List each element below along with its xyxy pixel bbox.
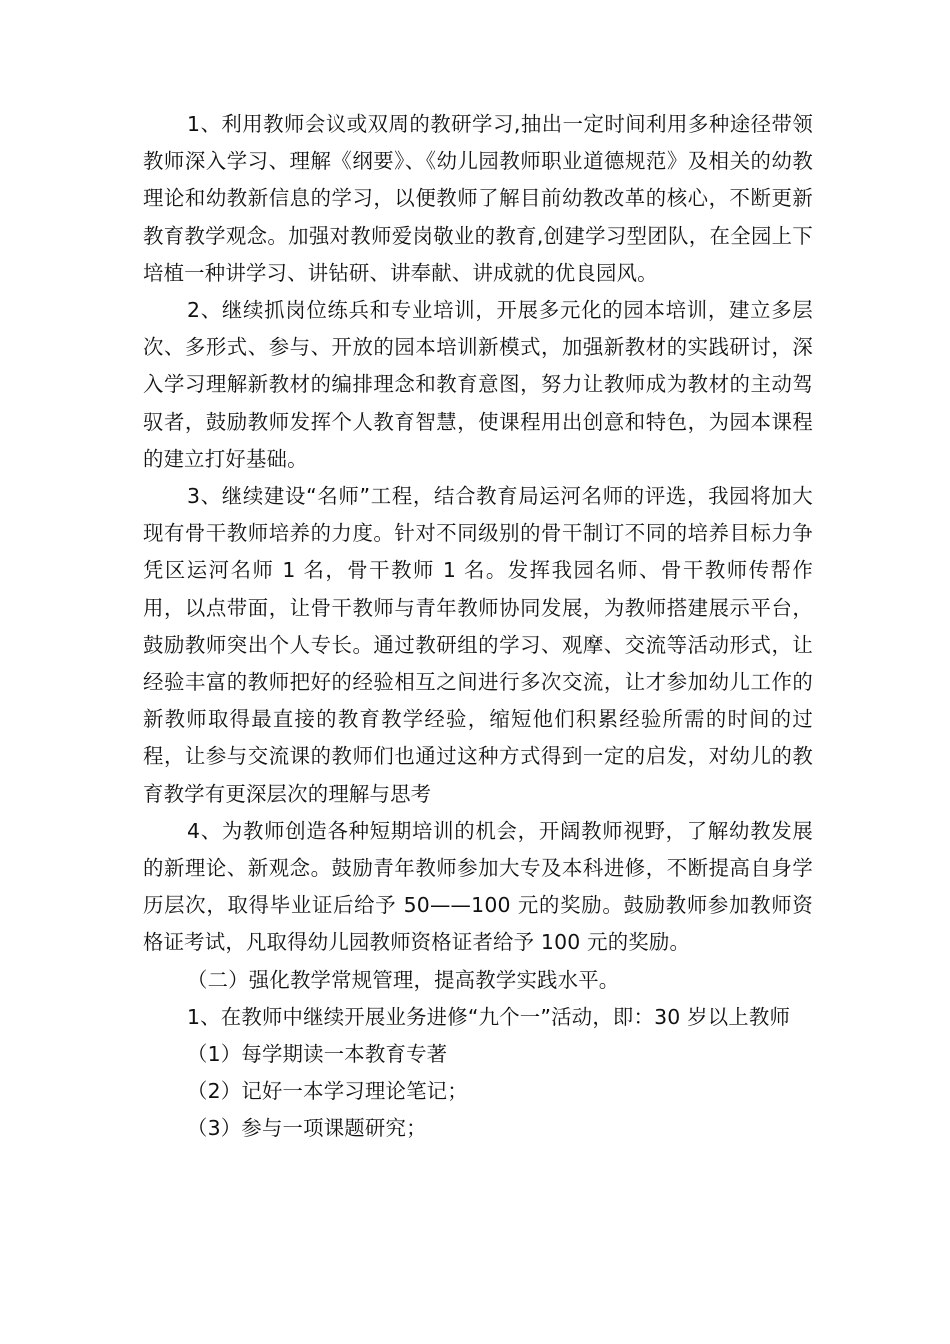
paragraph-2: 2、继续抓岗位练兵和专业培训，开展多元化的园本培训，建立多层次、多形式、参与、开放的园本培训新模式，加强新教材的实践研讨，深入学习理解新教材的编排理念和教育意图，努力让教师成为教材的主动驾驭者，鼓励教师发挥个人教育智慧，使课程用出创意和特色，为园本课程的建立打好基础。 xyxy=(143,298,813,471)
paragraph-5: 1、在教师中继续开展业务进修“九个一”活动，即：30 岁以上教师 xyxy=(187,1004,791,1029)
section-heading-2: （二）强化教学常规管理，提高教学实践水平。 xyxy=(187,967,620,992)
list-item-3: （3）参与一项课题研究； xyxy=(187,1116,427,1141)
paragraph-1: 1、利用教师会议或双周的教研学习,抽出一定时间利用多种途径带领教师深入学习、理解《纲要》、《幼儿园教师职业道德规范》及相关的幼教理论和幼教新信息的学习，以便教师了解目前幼教改革的核心，不断更新教育教学观念。加强对教师爱岗敬业的教育,创建学习型团队，在全园上下培植一种讲学习、讲钻研、讲奉献、讲成就的优良园风。 xyxy=(143,112,813,285)
list-item-2: （2）记好一本学习理论笔记； xyxy=(187,1079,468,1104)
paragraph-3: 3、继续建设“名师”工程，结合教育局运河名师的评选，我园将加大现有骨干教师培养的力度。针对不同级别的骨干制订不同的培养目标力争凭区运河名师 1 名，骨干教师 1 名。发挥我园名师、骨干教师传帮作用，以点带面，让骨干教师与青年教师协同发展，为教师搭建展示平台，鼓励教师突出个人专长。通过教研组的学习、观摩、交流等活动形式，让经验丰富的教师把好的经验相互之间进行多次交流，让才参加幼儿工作的新教师取得最直接的教育教学经验，缩短他们积累经验所需的时间的过程，让参与交流课的教师们也通过这种方式得到一定的启发，对幼儿的教育教学有更深层次的理解与思考 xyxy=(143,484,813,806)
document-body xyxy=(143,106,813,1148)
paragraph-4: 4、为教师创造各种短期培训的机会，开阔教师视野，了解幼教发展的新理论、新观念。鼓励青年教师参加大专及本科进修，不断提高自身学历层次，取得毕业证后给予 50——100 元的奖励。鼓励教师参加教师资格证考试，凡取得幼儿园教师资格证者给予 100 元的奖励。 xyxy=(143,818,813,955)
list-item-1: （1）每学期读一本教育专著 xyxy=(187,1042,448,1067)
